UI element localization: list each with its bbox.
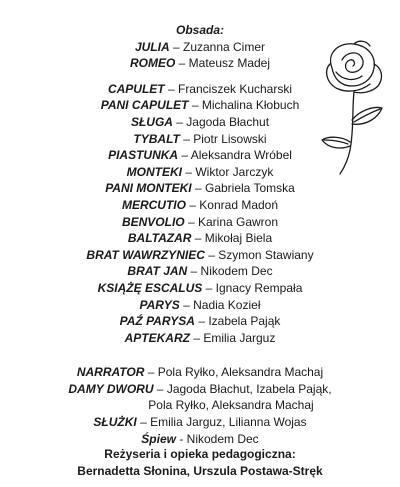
separator: –	[144, 365, 158, 380]
role-name: Śpiew	[141, 431, 176, 446]
separator: –	[175, 56, 189, 71]
separator: –	[136, 415, 151, 430]
role-name: BALTAZAR	[127, 231, 192, 246]
role-name: PANI CAPULET	[100, 98, 189, 113]
separator: –	[172, 114, 187, 129]
separator: –	[194, 314, 209, 329]
cast-line	[0, 280, 400, 297]
separator: –	[184, 214, 198, 229]
role-name: JULIA	[134, 39, 170, 54]
cast-line	[0, 414, 400, 431]
actor-name: Karina Gawron	[197, 214, 279, 229]
cast-heading: Obsada:	[175, 23, 224, 37]
rose-icon	[318, 38, 394, 180]
actor-name: Izabela Pająk	[208, 314, 281, 329]
actor-name: Franciszek Kucharski	[177, 81, 293, 96]
actor-name: Gabriela Tomska	[204, 181, 295, 196]
cast-line	[0, 197, 400, 214]
actor-name: Wiktor Jarczyk	[195, 164, 274, 179]
role-name: BRAT JAN	[127, 264, 188, 279]
cast-line	[0, 247, 400, 264]
actor-name: Nikodem Dec	[200, 264, 273, 279]
separator: –	[185, 197, 200, 212]
cast-line	[0, 330, 400, 347]
cast-line	[0, 263, 400, 280]
role-name: TYBALT	[133, 131, 180, 146]
role-name: MONTEKI	[126, 164, 182, 179]
role-name: APTEKARZ	[124, 330, 190, 345]
separator: –	[191, 181, 205, 196]
role-name: PARYS	[139, 297, 180, 312]
cast-line	[0, 381, 400, 398]
separator: -	[175, 431, 187, 446]
actor-name: Emilia Jarguz, Lilianna Wojas	[150, 415, 307, 430]
actor-name: Nikodem Dec	[186, 431, 259, 446]
cast-line	[0, 297, 400, 314]
separator: –	[169, 39, 183, 54]
cast-line-continuation	[0, 397, 400, 414]
role-name: ROMEO	[129, 56, 176, 71]
actor-name: Zuzanna Cimer	[182, 39, 266, 54]
actor-name: Aleksandra Wróbel	[190, 148, 292, 163]
role-name: PANI MONTEKI	[105, 181, 192, 196]
cast-line	[0, 313, 400, 330]
actor-name: Michalina Kłobuch	[201, 98, 300, 113]
cast-line	[0, 364, 400, 381]
cast-line	[0, 230, 400, 247]
role-name: DAMY DWORU	[68, 381, 154, 396]
role-name: BENVOLIO	[121, 214, 185, 229]
separator: –	[182, 164, 196, 179]
actor-name: Pola Ryłko, Aleksandra Machaj	[157, 365, 324, 380]
actor-name: Emilia Jarguz	[203, 330, 276, 345]
separator: –	[202, 280, 216, 295]
group-spacer	[0, 346, 400, 364]
actor-name: Pola Ryłko, Aleksandra Machaj	[148, 398, 314, 413]
actor-name: Nadia Kozieł	[193, 297, 261, 312]
actor-name: Jagoda Błachut	[186, 114, 270, 129]
separator: –	[178, 148, 191, 163]
director-heading: Reżyseria i opieka pedagogiczna:	[104, 447, 296, 461]
separator: –	[189, 330, 204, 345]
role-name: MERCUTIO	[121, 197, 186, 212]
separator: –	[188, 98, 202, 113]
separator: –	[204, 247, 219, 262]
credits-footer	[0, 446, 400, 479]
role-name: PIASTUNKA	[108, 148, 179, 163]
role-name: PAŹ PARYSA	[119, 314, 195, 329]
role-name: KSIĄŻĘ ESCALUS	[97, 280, 203, 295]
separator: –	[191, 231, 205, 246]
cast-line	[0, 214, 400, 231]
separator: –	[187, 264, 201, 279]
role-name: BRAT WAWRZYNIEC	[86, 247, 205, 262]
role-name: SŁUGA	[130, 114, 173, 129]
separator: –	[164, 81, 178, 96]
cast-line	[0, 180, 400, 197]
cast-line	[0, 431, 400, 448]
actor-name: Jagoda Błachut, Izabela Pająk,	[166, 381, 332, 396]
actor-name: Ignacy Rempała	[215, 280, 303, 295]
separator: –	[179, 297, 194, 312]
director-names: Bernadetta Słonina, Urszula Postawa-Stręk	[77, 463, 323, 478]
actor-name: Piotr Lisowski	[193, 131, 267, 146]
role-name: CAPULET	[107, 81, 165, 96]
separator: –	[179, 131, 194, 146]
role-name: NARRATOR	[76, 365, 145, 380]
actor-name: Szymon Stawiany	[218, 247, 314, 262]
actor-name: Konrad Madoń	[199, 197, 279, 212]
actor-name: Mateusz Madej	[188, 56, 271, 71]
role-name: SŁUŻKI	[93, 415, 137, 430]
actor-name: Mikołaj Biela	[204, 231, 273, 246]
separator: –	[153, 381, 167, 396]
